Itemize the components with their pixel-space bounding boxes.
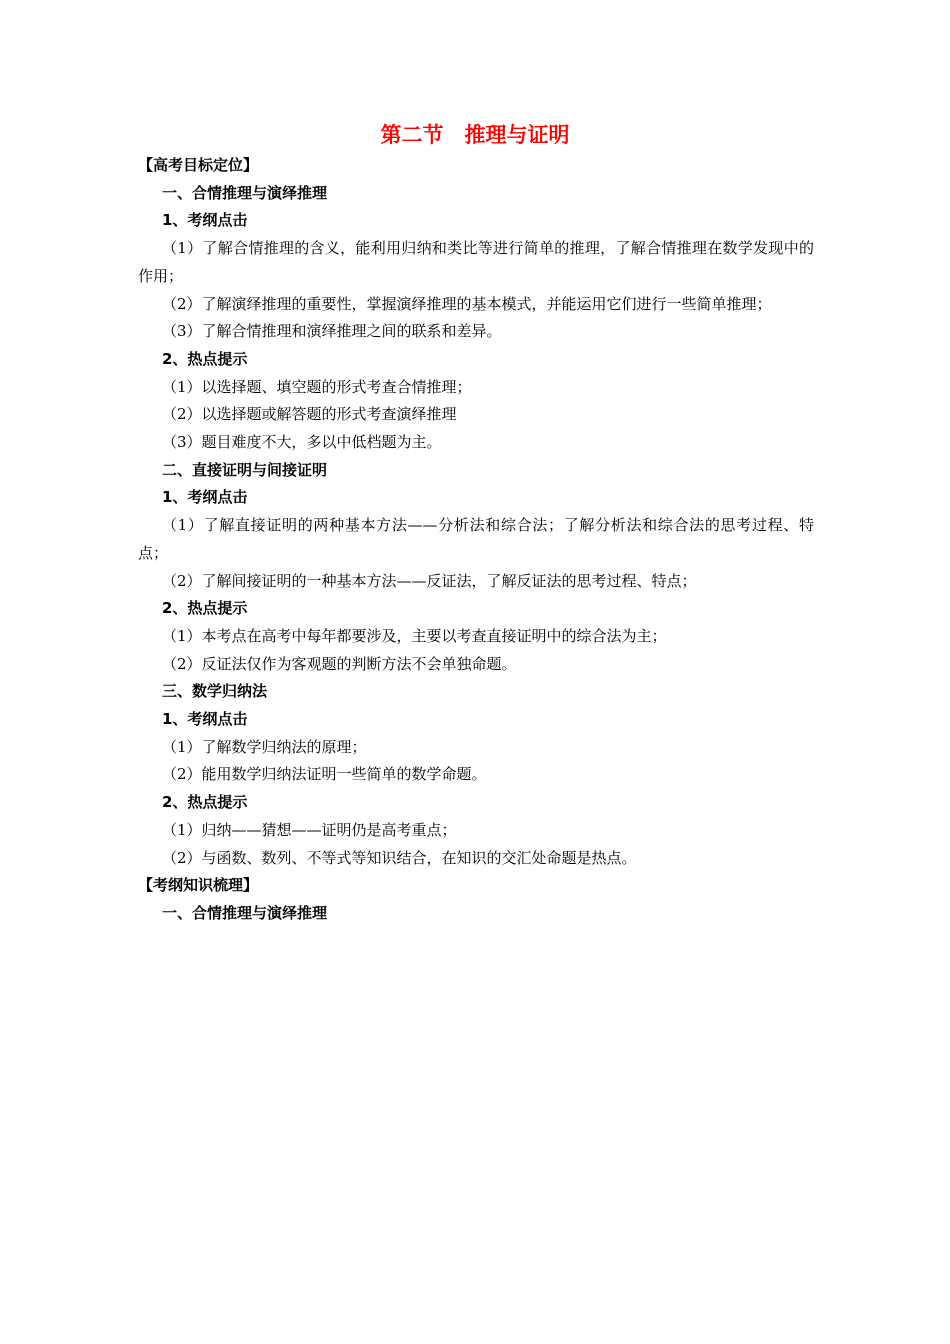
part-heading-plausible-deductive-review: 一、合情推理与演绎推理 [162,903,328,922]
subheading-syllabus-points: 1、考纲点击 [162,211,248,230]
list-item: （3）题目难度不大，多以中低档题为主。 [162,433,442,452]
list-item: （1）归纳——猜想——证明仍是高考重点； [162,820,457,839]
list-item: （1）以选择题、填空题的形式考查合情推理； [162,377,472,396]
list-item: （1）了解数学归纳法的原理； [162,737,367,756]
list-item: （2）以选择题或解答题的形式考查演绎推理 [162,405,457,424]
page-title: 第二节 推理与证明 [380,123,570,147]
subheading-hot-topics: 2、热点提示 [162,793,248,812]
list-item: （2）反证法仅作为客观题的判断方法不会单独命题。 [162,654,517,673]
list-item: （3）了解合情推理和演绎推理之间的联系和差异。 [162,322,502,341]
list-item: （1）本考点在高考中每年都要涉及，主要以考查直接证明中的综合法为主； [162,626,667,645]
list-item: （1）了解直接证明的两种基本方法——分析法和综合法；了解分析法和综合法的思考过程、特点； [138,516,814,562]
subheading-hot-topics: 2、热点提示 [162,349,248,368]
section-label-exam-goals: 【高考目标定位】 [138,156,259,174]
subheading-syllabus-points: 1、考纲点击 [162,488,248,507]
document-body [138,152,814,928]
subheading-syllabus-points: 1、考纲点击 [162,710,248,729]
list-item: （2）与函数、数列、不等式等知识结合，在知识的交汇处命题是热点。 [162,848,637,867]
part-heading-direct-indirect-proof: 二、直接证明与间接证明 [162,460,328,479]
part-heading-plausible-deductive: 一、合情推理与演绎推理 [162,183,328,202]
subheading-hot-topics: 2、热点提示 [162,599,248,618]
list-item: （2）能用数学归纳法证明一些简单的数学命题。 [162,765,487,784]
section-label-knowledge-review: 【考纲知识梳理】 [138,876,259,895]
list-item: （1）了解合情推理的含义，能利用归纳和类比等进行简单的推理，了解合情推理在数学发现中的作用； [138,239,814,285]
part-heading-induction: 三、数学归纳法 [162,682,268,701]
list-item: （2）了解间接证明的一种基本方法——反证法，了解反证法的思考过程、特点； [162,571,697,590]
list-item: （2）了解演绎推理的重要性，掌握演绎推理的基本模式，并能运用它们进行一些简单推理； [162,294,772,313]
